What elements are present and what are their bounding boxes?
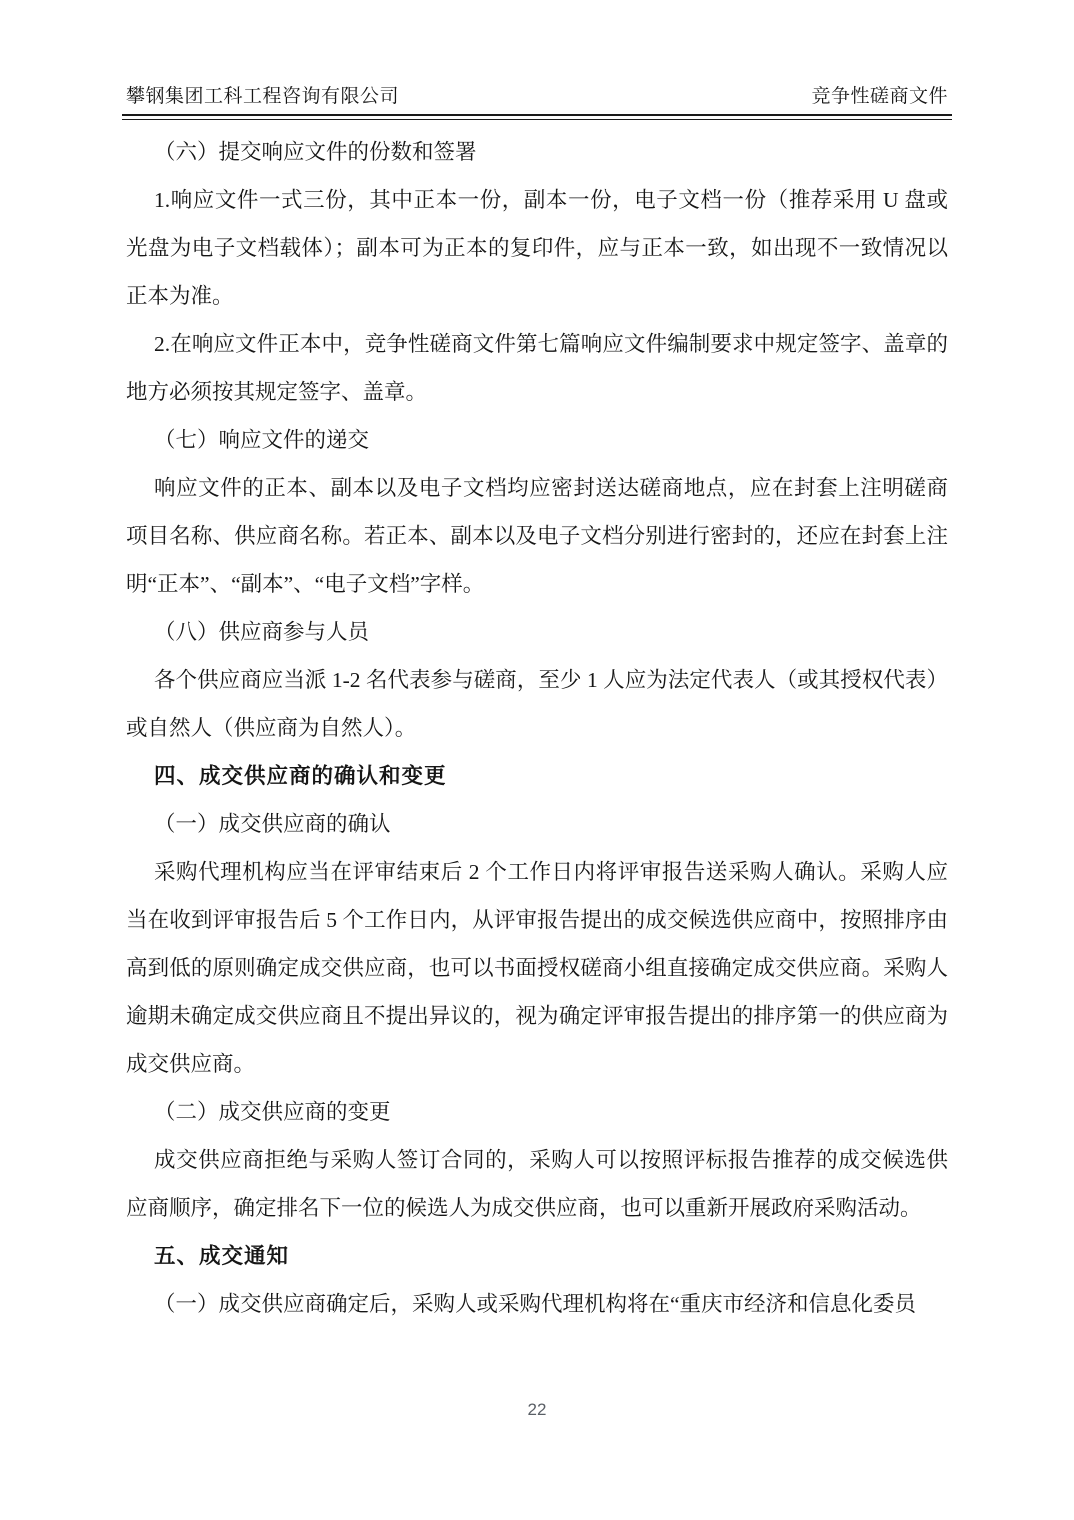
- document-body: [126, 128, 948, 1328]
- section-heading: （六）提交响应文件的份数和签署: [154, 140, 477, 164]
- page-footer: [0, 1400, 1074, 1420]
- section-heading: （七）响应文件的递交: [154, 428, 370, 452]
- page-header: [126, 0, 948, 110]
- body-paragraph: 各个供应商应当派 1-2 名代表参与磋商，至少 1 人应为法定代表人（或其授权代表）或自然人（供应商为自然人）。: [126, 668, 948, 740]
- header-doc-type: 竞争性磋商文件: [811, 86, 948, 107]
- section-heading: 五、成交通知: [154, 1244, 290, 1268]
- body-paragraph: 1.响应文件一式三份，其中正本一份，副本一份，电子文档一份（推荐采用 U 盘或光盘为电子文档载体）；副本可为正本的复印件，应与正本一致，如出现不一致情况以正本为准。: [126, 188, 948, 308]
- body-paragraph: 成交供应商拒绝与采购人签订合同的，采购人可以按照评标报告推荐的成交候选供应商顺序，确定排名下一位的候选人为成交供应商，也可以重新开展政府采购活动。: [126, 1148, 948, 1220]
- header-company-name: 攀钢集团工科工程咨询有限公司: [126, 86, 400, 107]
- section-heading: 四、成交供应商的确认和变更: [154, 764, 447, 788]
- body-paragraph: 采购代理机构应当在评审结束后 2 个工作日内将评审报告送采购人确认。采购人应当在收到评审报告后 5 个工作日内，从评审报告提出的成交候选供应商中，按照排序由高到低的原则确定成交供应商，也可以书面授权磋商小组直接确定成交供应商。采购人逾期未确定成交供应商且不提出异议的，视为确定评审报告提出的排序第一的供应商为成交供应商。: [126, 860, 948, 1076]
- section-heading: （二）成交供应商的变更: [154, 1100, 391, 1124]
- body-paragraph: 响应文件的正本、副本以及电子文档均应密封送达磋商地点，应在封套上注明磋商项目名称、供应商名称。若正本、副本以及电子文档分别进行密封的，还应在封套上注明“正本”、“副本”、“电子文档”字样。: [126, 476, 948, 596]
- body-paragraph: （一）成交供应商确定后，采购人或采购代理机构将在“重庆市经济和信息化委员: [154, 1292, 917, 1316]
- section-heading: （一）成交供应商的确认: [154, 812, 391, 836]
- body-paragraph: 2.在响应文件正本中，竞争性磋商文件第七篇响应文件编制要求中规定签字、盖章的地方必须按其规定签字、盖章。: [126, 332, 948, 404]
- page-number: 22: [527, 1400, 547, 1419]
- section-heading: （八）供应商参与人员: [154, 620, 370, 644]
- header-rule: [122, 114, 952, 120]
